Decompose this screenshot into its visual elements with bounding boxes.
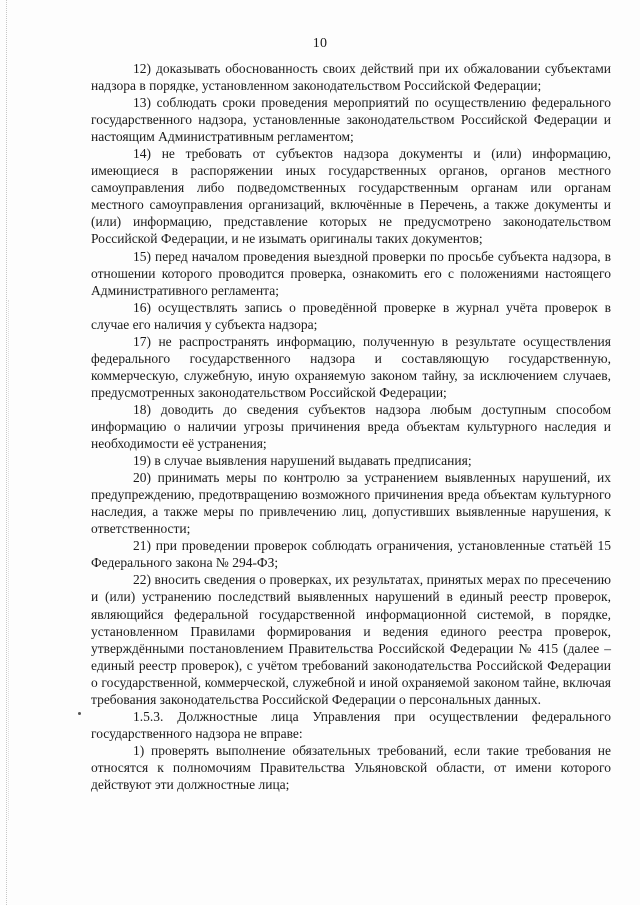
document-body [91,60,611,793]
paragraph-item-16: 16) осуществлять запись о проведённой проверке в журнал учёта проверок в случае его наличия у субъекта надзора; [91,299,611,332]
binding-edge-line [6,0,7,905]
paragraph-item-18: 18) доводить до сведения субъектов надзора любым доступным способом информацию о наличии угрозы причинения вреда объектам культурного наследия и необходимости её устранения; [91,401,611,452]
paragraph-item-1: 1) проверять выполнение обязательных требований, если такие требования не относятся к полномочиям Правительства Ульяновской области, от имени которого действуют эти должностные лица; [91,742,611,792]
page-number: 10 [312,36,328,51]
paragraph-item-21: 21) при проведении проверок соблюдать ограничения, установленные статьёй 15 Федерального закона № 294-ФЗ; [91,538,611,571]
paragraph-item-13: 13) соблюдать сроки проведения мероприятий по осуществлению федерального государственного надзора, установленные законодательством Российской Федерации и настоящим Административным регламентом; [91,95,611,145]
paragraph-item-12: 12) доказывать обоснованность своих действий при их обжаловании субъектами надзора в порядке, установленном законодательством Российской Федерации; [91,61,611,94]
paragraph-item-15: 15) перед началом проведения выездной проверки по просьбе субъекта надзора, в отношении которого проводится проверка, ознакомить его с положениями настоящего Административного регламента; [91,248,611,298]
paragraph-item-17: 17) не распространять информацию, полученную в результате осуществления федерального государственного надзора и составляющую государственную, коммерческую, служебную, иную охраняемую законом тайну, за исключением случаев, предусмотренных законодательством Российской Федерации; [91,333,611,400]
section-heading-1-5-3: 1.5.3. Должностные лица Управления при осуществлении федерального государственного надзора не вправе: [91,708,611,741]
paragraph-item-19: 19) в случае выявления нарушений выдавать предписания; [133,453,472,469]
paragraph-item-20: 20) принимать меры по контролю за устранением выявленных нарушений, их предупреждению, предотвращению возможного причинения вреда объектам культурного наследия, а также меры по привлечению лиц, допустивших выявленные нарушения, к ответственности; [91,470,611,537]
binding-edge-line-secondary [8,300,9,820]
margin-mark [78,712,81,715]
paragraph-item-14: 14) не требовать от субъектов надзора документы и (или) информацию, имеющиеся в распоряжении иных государственных органов, органов местного самоуправления либо подведомственных государственным органам или органам местного самоуправления организаций, включённые в Перечень, а также документы и (или) информацию, представление которых не предусмотрено законодательством Российской Федерации, и не изымать оригиналы таких документов; [91,146,611,247]
paragraph-item-22: 22) вносить сведения о проверках, их результатах, принятых мерах по пресечению и (или) устранению последствий выявленных нарушений в единый реестр проверок, являющийся федеральной государственной информационной системой, в порядке, установленном Правилами формирования и ведения единого реестра проверок, утверждёнными постановлением Правительства Российской Федерации № 415 (далее – единый реестр проверок), с учётом требований законодательства Российской Федерации о государственной, коммерческой, служебной и иной охраняемой законом тайне, включая требования законодательства Российской Федерации о персональных данных. [91,572,611,707]
